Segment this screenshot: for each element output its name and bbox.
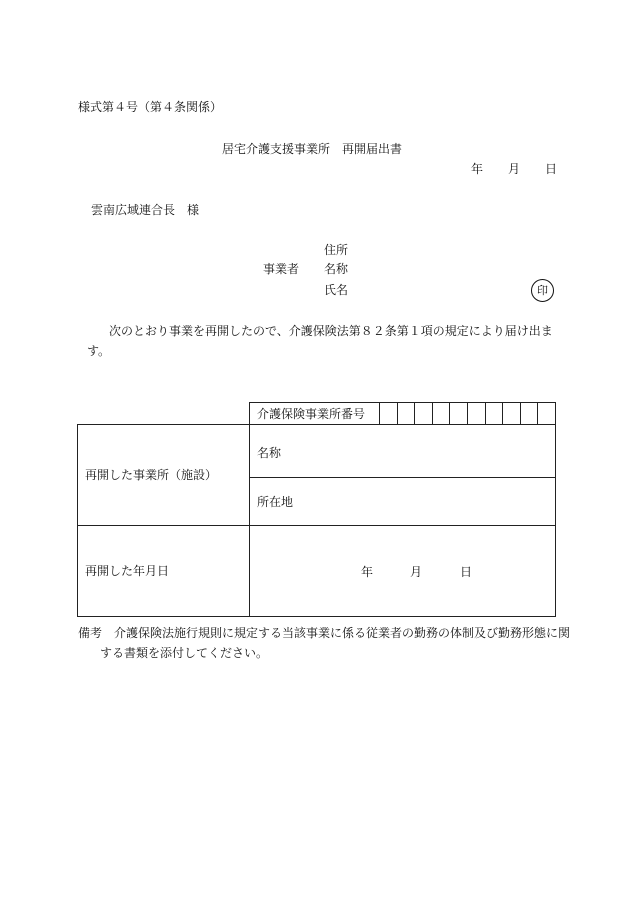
document-title: 居宅介護支援事業所 再開届出書: [222, 142, 403, 156]
office-number-digit-10[interactable]: [538, 403, 556, 425]
reopened-date-cell[interactable]: [250, 526, 556, 617]
remarks-note: 備考 介護保険法施行規則に規定する当該事業に係る従業者の勤務の体制及び勤務形態に関する書類を添付してください。: [78, 626, 571, 660]
office-number-digit-9[interactable]: [520, 403, 538, 425]
seal-text: 印: [537, 284, 548, 297]
addressee: 雲南広域連合長 様: [91, 203, 200, 217]
office-number-digit-2[interactable]: [397, 403, 415, 425]
table-blank-cell: [78, 403, 250, 425]
date-month-label: 月: [508, 162, 521, 176]
seal-mark: [531, 279, 554, 302]
table-date-day: 日: [460, 565, 473, 579]
address-label: 住所: [324, 243, 349, 257]
office-number-digit-3[interactable]: [415, 403, 433, 425]
applicant-label: 事業者: [263, 262, 300, 276]
table-date-month: 月: [410, 565, 423, 579]
form-number: 様式第４号（第４条関係）: [78, 100, 223, 114]
office-number-digit-5[interactable]: [450, 403, 468, 425]
notification-body-text: 次のとおり事業を再開したので、介護保険法第８２条第１項の規定により届け出ます。: [87, 324, 553, 358]
office-number-digit-1[interactable]: [380, 403, 398, 425]
office-name-label: 名称: [250, 425, 556, 478]
reopened-office-label: 再開した事業所（施設）: [78, 425, 250, 526]
office-number-digit-4[interactable]: [432, 403, 450, 425]
office-number-label: 介護保険事業所番号: [250, 403, 380, 425]
office-number-digit-7[interactable]: [485, 403, 503, 425]
name-label: 名称: [324, 262, 349, 276]
office-number-digit-8[interactable]: [503, 403, 521, 425]
reopened-date-label: 再開した年月日: [78, 526, 250, 617]
table-date-year: 年: [361, 565, 374, 579]
notification-table: [77, 402, 556, 617]
office-number-digit-6[interactable]: [467, 403, 485, 425]
date-year-label: 年: [471, 162, 484, 176]
office-location-label: 所在地: [250, 478, 556, 526]
date-day-label: 日: [545, 162, 558, 176]
person-name-label: 氏名: [324, 283, 349, 297]
